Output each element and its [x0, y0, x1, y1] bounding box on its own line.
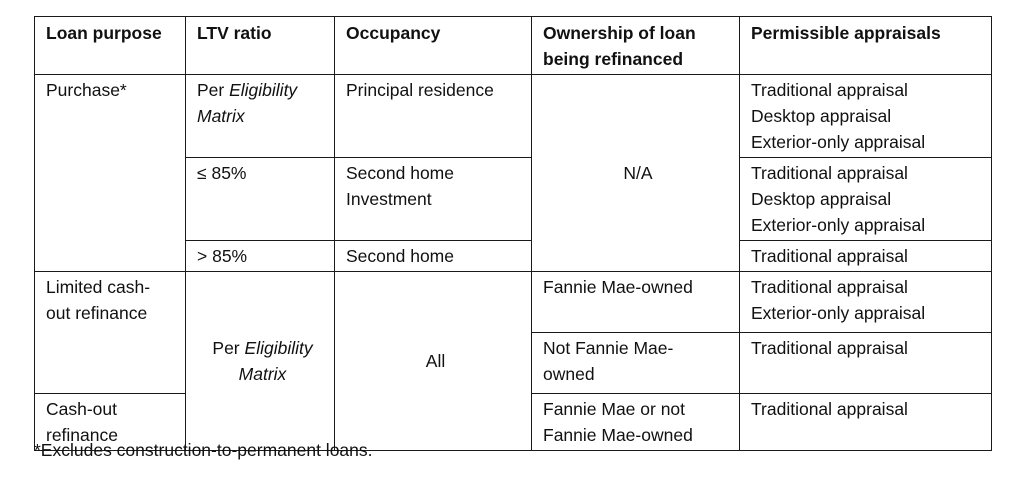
table-row [35, 272, 992, 333]
cell-ownership-fannie-or-not: Fannie Mae or not Fannie Mae-owned [532, 394, 740, 451]
cell-cash-out-refinance: Cash-out refinance [35, 394, 186, 451]
header-row [35, 17, 992, 75]
cell-ownership-not-fannie: Not Fannie Mae- owned [532, 333, 740, 394]
cell-appraisals-set-5: Traditional appraisal [740, 333, 992, 394]
cell-ltv-per-matrix-refi: Per Eligibility Matrix [186, 272, 335, 451]
cell-ltv-per-matrix: Per Eligibility Matrix [186, 75, 335, 158]
header-occupancy: Occupancy [335, 17, 532, 75]
cell-limited-cash-out: Limited cash- out refinance [35, 272, 186, 394]
cell-ownership-fannie-owned: Fannie Mae-owned [532, 272, 740, 333]
footnote: *Excludes construction-to-permanent loans. [34, 440, 373, 460]
cell-ownership-na: N/A [532, 75, 740, 272]
cell-appraisals-set-3: Traditional appraisal [740, 241, 992, 272]
cell-appraisals-set-1: Traditional appraisal Desktop appraisal Exterior-only appraisal [740, 75, 992, 158]
cell-appraisals-set-6: Traditional appraisal [740, 394, 992, 451]
cell-purchase: Purchase* [35, 75, 186, 272]
appraisal-requirements-table [34, 16, 992, 451]
header-loan-purpose: Loan purpose [35, 17, 186, 75]
cell-occupancy-second-investment: Second home Investment [335, 158, 532, 241]
header-permissible-appraisals: Permissible appraisals [740, 17, 992, 75]
cell-occupancy-principal: Principal residence [335, 75, 532, 158]
header-ownership: Ownership of loan being refinanced [532, 17, 740, 75]
cell-ltv-le-85: ≤ 85% [186, 158, 335, 241]
cell-appraisals-set-2: Traditional appraisal Desktop appraisal Exterior-only appraisal [740, 158, 992, 241]
cell-occupancy-all: All [335, 272, 532, 451]
table-row [35, 75, 992, 158]
cell-ltv-gt-85: > 85% [186, 241, 335, 272]
cell-appraisals-set-4: Traditional appraisal Exterior-only appraisal [740, 272, 992, 333]
header-ltv-ratio: LTV ratio [186, 17, 335, 75]
cell-occupancy-second-home: Second home [335, 241, 532, 272]
